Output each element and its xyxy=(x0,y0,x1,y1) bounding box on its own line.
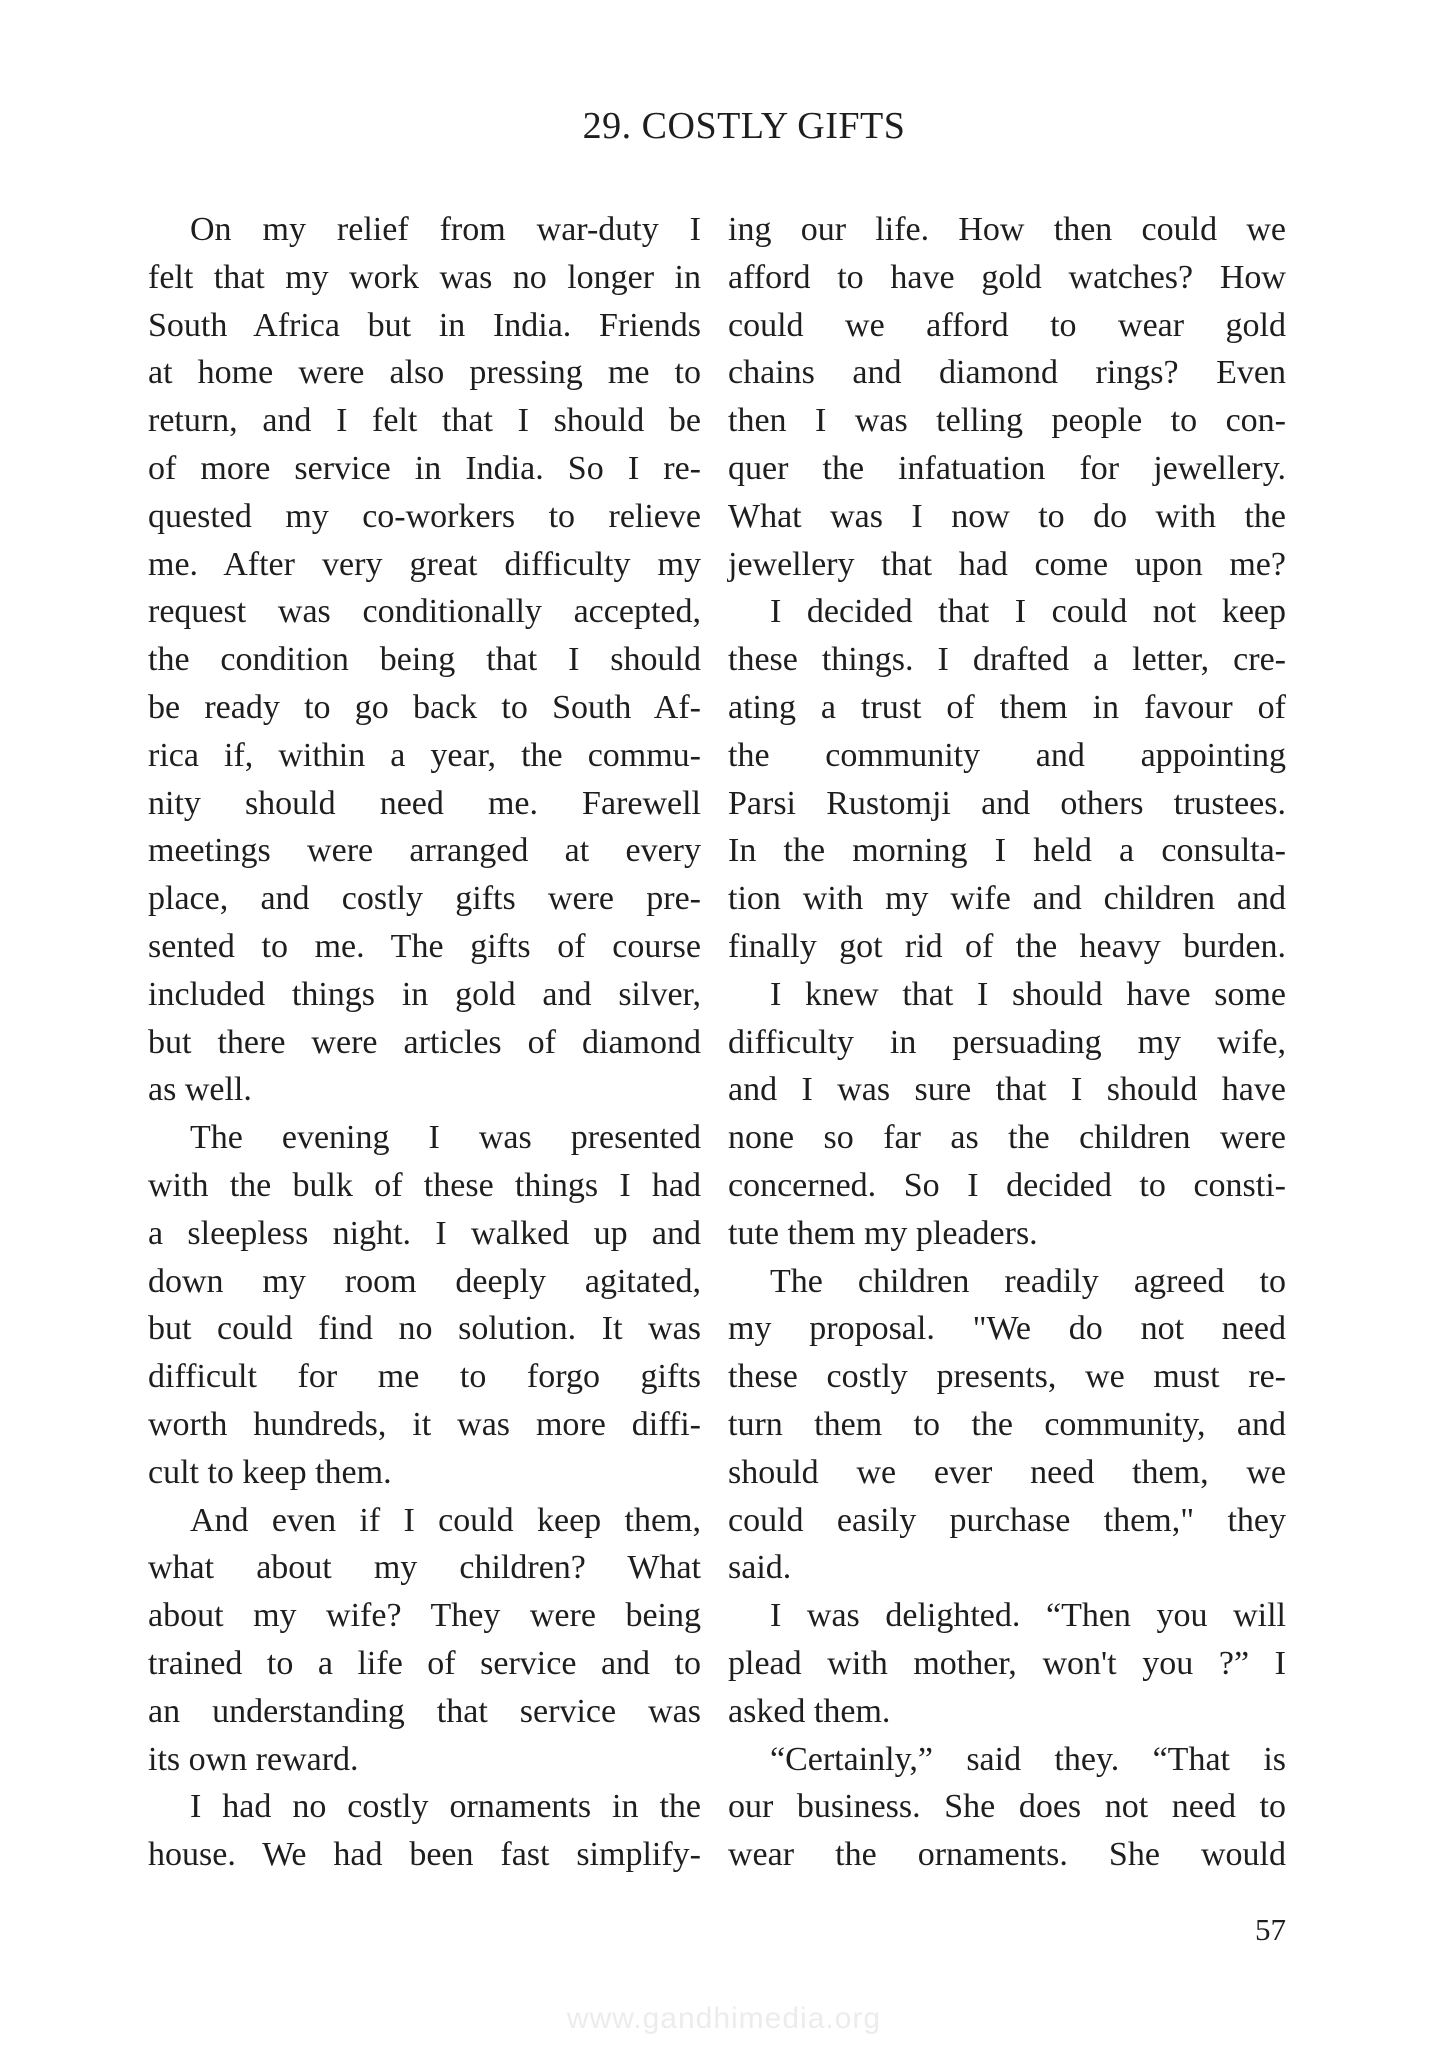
text-line: should we ever need them, we xyxy=(728,1453,1286,1491)
text-line: but could find no solution. It was xyxy=(148,1310,701,1348)
text-line: request was conditionally accepted, xyxy=(148,593,701,631)
text-line: none so far as the children were xyxy=(728,1119,1286,1157)
text-line: return, and I felt that I should be xyxy=(148,402,701,440)
text-line: these things. I drafted a letter, cre- xyxy=(728,641,1286,679)
text-line: Parsi Rustomji and others trustees. xyxy=(728,784,1286,822)
text-line: and I was sure that I should have xyxy=(728,1071,1286,1109)
text-line: trained to a life of service and to xyxy=(148,1644,701,1682)
text-line: about my wife? They were being xyxy=(148,1597,701,1635)
text-line: wear the ornaments. She would xyxy=(728,1836,1286,1874)
text-line: sented to me. The gifts of course xyxy=(148,927,701,965)
text-line: with the bulk of these things I had xyxy=(148,1166,701,1204)
right-column xyxy=(728,206,1286,1879)
text-line: place, and costly gifts were pre- xyxy=(148,880,701,918)
watermark: www.gandhimedia.org xyxy=(566,2002,882,2035)
text-line: I was delighted. “Then you will xyxy=(770,1597,1286,1635)
text-line: felt that my work was no longer in xyxy=(148,258,701,296)
text-line: nity should need me. Farewell xyxy=(148,784,701,822)
text-line: a sleepless night. I walked up and xyxy=(148,1214,701,1252)
chapter-title: 29. COSTLY GIFTS xyxy=(582,105,906,147)
text-line: turn them to the community, and xyxy=(728,1405,1286,1443)
text-line: but there were articles of diamond xyxy=(148,1023,701,1061)
text-line: said. xyxy=(728,1549,792,1587)
text-line: included things in gold and silver, xyxy=(148,975,701,1013)
text-line: of more service in India. So I re- xyxy=(148,449,701,487)
text-line: could we afford to wear gold xyxy=(728,306,1286,344)
text-line: our business. She does not need to xyxy=(728,1788,1286,1826)
text-line: The children readily agreed to xyxy=(770,1262,1286,1300)
text-line: On my relief from war-duty I xyxy=(190,211,701,248)
text-line: be ready to go back to South Af- xyxy=(148,688,701,726)
page-number: 57 xyxy=(1255,1912,1286,1947)
text-line: ing our life. How then could we xyxy=(728,211,1286,248)
text-line: chains and diamond rings? Even xyxy=(728,354,1286,392)
text-line: I decided that I could not keep xyxy=(770,593,1286,631)
left-column xyxy=(148,206,701,1879)
text-line: meetings were arranged at every xyxy=(148,832,701,870)
text-line: difficult for me to forgo gifts xyxy=(148,1358,701,1396)
text-line: the condition being that I should xyxy=(148,641,701,679)
text-line: my proposal. "We do not need xyxy=(728,1310,1286,1348)
text-line: its own reward. xyxy=(148,1740,359,1778)
text-line: the community and appointing xyxy=(728,736,1286,774)
text-line: house. We had been fast simplify- xyxy=(148,1836,701,1874)
text-line: me. After very great difficulty my xyxy=(148,545,701,583)
text-line: concerned. So I decided to consti- xyxy=(728,1166,1286,1204)
text-line: finally got rid of the heavy burden. xyxy=(728,927,1286,965)
text-line: then I was telling people to con- xyxy=(728,402,1286,440)
text-line: afford to have gold watches? How xyxy=(728,258,1286,296)
text-line: In the morning I held a consulta- xyxy=(728,832,1286,870)
text-line: rica if, within a year, the commu- xyxy=(148,736,701,774)
text-line: plead with mother, won't you ?” I xyxy=(728,1644,1286,1682)
text-line: I had no costly ornaments in the xyxy=(190,1788,701,1826)
text-line: quer the infatuation for jewellery. xyxy=(728,449,1286,487)
text-line: I knew that I should have some xyxy=(770,975,1286,1013)
text-line: worth hundreds, it was more diffi- xyxy=(148,1405,701,1443)
text-line: ating a trust of them in favour of xyxy=(728,688,1286,726)
text-line: asked them. xyxy=(728,1692,891,1730)
text-line: at home were also pressing me to xyxy=(148,354,701,392)
text-line: jewellery that had come upon me? xyxy=(728,545,1286,583)
text-line: tute them my pleaders. xyxy=(728,1214,1038,1252)
text-line: And even if I could keep them, xyxy=(190,1501,701,1539)
text-line: an understanding that service was xyxy=(148,1692,701,1730)
text-line: The evening I was presented xyxy=(190,1119,701,1157)
text-line: as well. xyxy=(148,1071,252,1109)
text-line: quested my co-workers to relieve xyxy=(148,497,701,535)
text-line: “Certainly,” said they. “That is xyxy=(770,1740,1286,1778)
text-line: tion with my wife and children and xyxy=(728,880,1286,918)
text-line: What was I now to do with the xyxy=(728,497,1286,535)
text-line: what about my children? What xyxy=(148,1549,701,1587)
text-line: South Africa but in India. Friends xyxy=(148,306,701,344)
text-line: these costly presents, we must re- xyxy=(728,1358,1286,1396)
text-line: could easily purchase them," they xyxy=(728,1501,1286,1539)
text-line: difficulty in persuading my wife, xyxy=(728,1023,1286,1061)
text-line: down my room deeply agitated, xyxy=(148,1262,701,1300)
text-line: cult to keep them. xyxy=(148,1453,392,1491)
